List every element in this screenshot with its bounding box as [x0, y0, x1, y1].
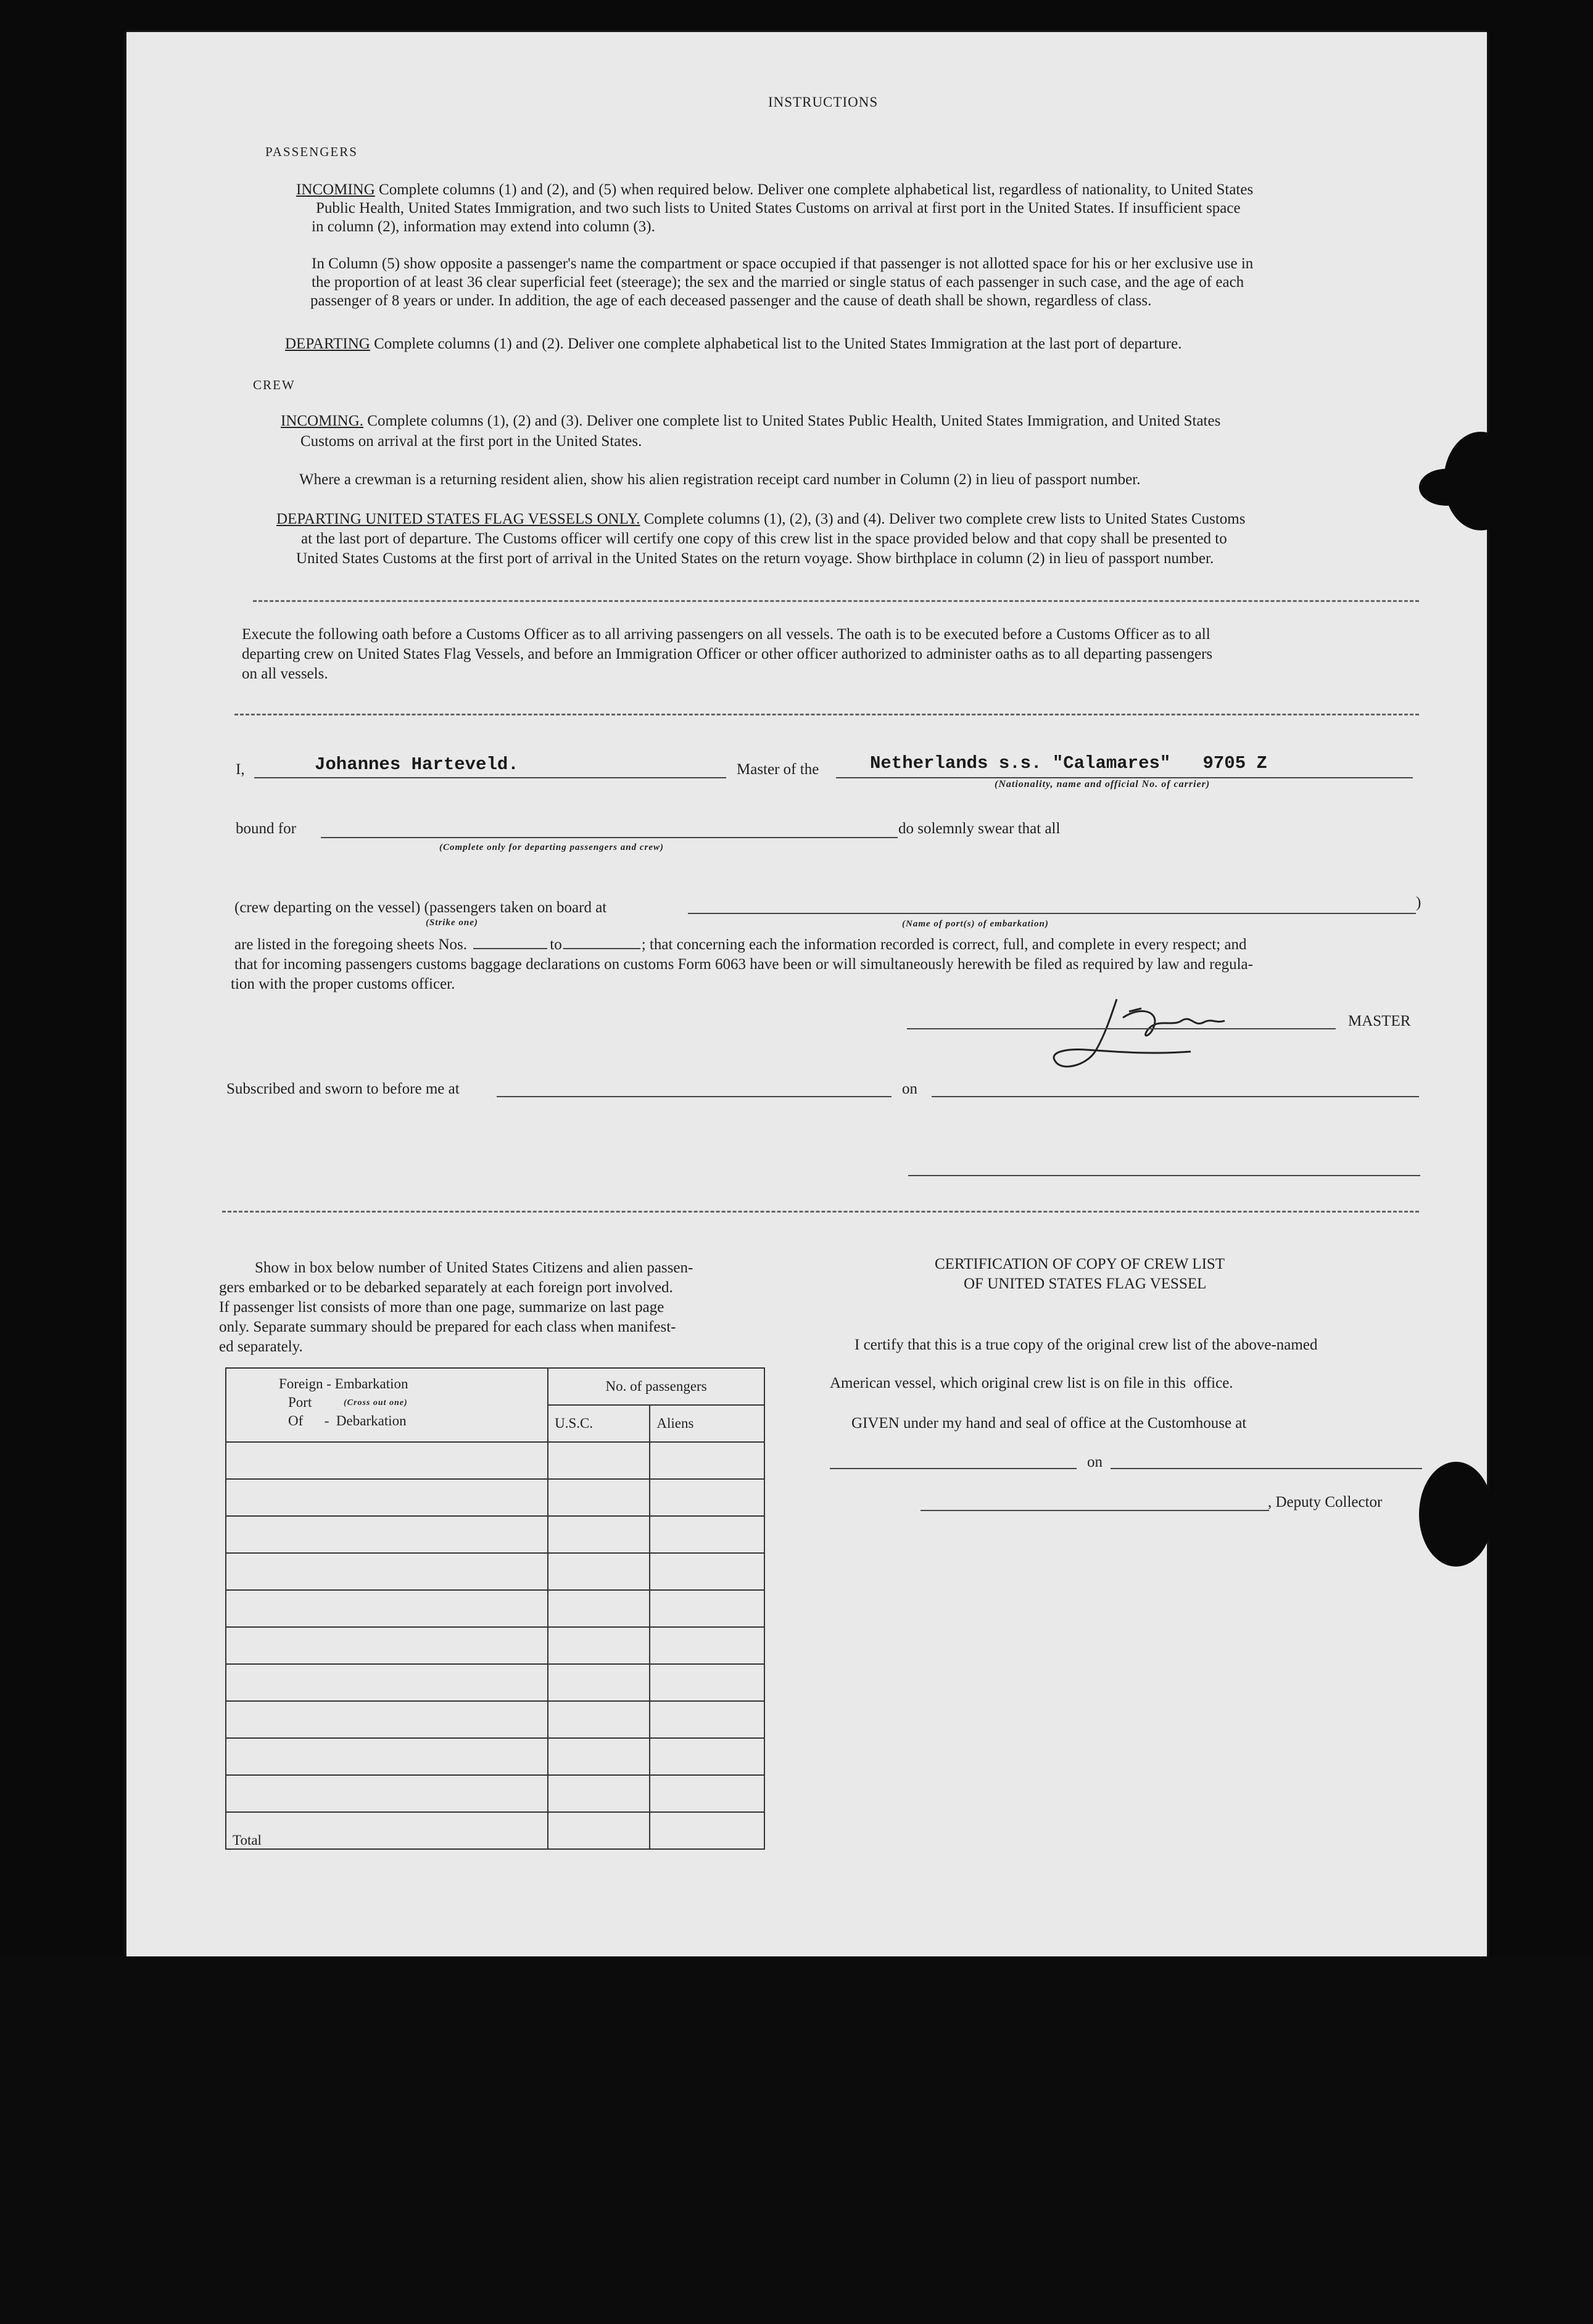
usc-cell[interactable] [548, 1627, 650, 1664]
officer-signature-line [908, 1175, 1420, 1176]
total-label [226, 1812, 548, 1849]
master-name-field[interactable]: Johannes Harteveld. [315, 754, 519, 775]
oath-instruction-line-1: Execute the following oath before a Customs Officer as to all arriving passengers on all vessels. The oath is to be executed before a Customs Officer as to all [242, 626, 1210, 643]
crew-resident-line: Where a crewman is a returning resident alien, show his alien registration receipt card number in Column (2) in lieu of passport number. [299, 471, 1141, 488]
vessel-caption: (Nationality, name and official No. of carrier) [995, 779, 1210, 789]
sheets-to-blank[interactable] [563, 934, 640, 949]
table-row [226, 1738, 764, 1775]
port-cell[interactable] [226, 1738, 548, 1775]
aliens-cell[interactable] [650, 1553, 764, 1590]
incoming-text: Complete columns (1) and (2), and (5) when required below. Deliver one complete alphabetical list, regardless of nationality, to United States [379, 181, 1254, 198]
usc-cell[interactable] [548, 1516, 650, 1553]
crew-incoming-text: Complete columns (1), (2) and (3). Deliver one complete list to United States Public Health, United States Immigration, and United States [367, 413, 1221, 429]
aliens-total-cell[interactable] [650, 1812, 764, 1849]
port-header-cross-caption: (Cross out one) [344, 1398, 408, 1407]
bound-for-label: bound for [236, 820, 296, 837]
sheets-from-blank[interactable] [473, 934, 547, 949]
passengers-incoming-line-1 [296, 180, 1253, 200]
passengers-group-header: No. of passengers [548, 1368, 764, 1405]
aliens-cell[interactable] [650, 1627, 764, 1664]
table-row [226, 1516, 764, 1553]
port-cell[interactable] [226, 1664, 548, 1701]
port-header-cell [226, 1368, 548, 1442]
aliens-cell[interactable] [650, 1664, 764, 1701]
passengers-incoming-line-2: Public Health, United States Immigration, and two such lists to United States Customs on arrival at first port in the United States. If insufficient space [316, 200, 1241, 216]
aliens-cell[interactable] [650, 1442, 764, 1479]
table-row [226, 1627, 764, 1664]
port-cell[interactable] [226, 1553, 548, 1590]
aliens-cell[interactable] [650, 1479, 764, 1516]
master-name-line [254, 777, 726, 778]
subscribed-date-line [932, 1096, 1419, 1097]
certification-on-label: on [1087, 1454, 1103, 1470]
certification-line-3: GIVEN under my hand and seal of office at the Customhouse at [851, 1415, 1247, 1432]
certification-date-line [1111, 1468, 1422, 1469]
crew-departing-text: Complete columns (1), (2), (3) and (4). Deliver two complete crew lists to United States Customs [643, 511, 1246, 527]
crew-incoming-line-2: Customs on arrival at the first port in the United States. [300, 433, 642, 450]
aliens-header: Aliens [650, 1405, 764, 1442]
port-cell[interactable] [226, 1627, 548, 1664]
swear-text: do solemnly swear that all [898, 820, 1061, 837]
summary-instruction-line-2: gers embarked or to be debarked separately at each foreign port involved. [219, 1279, 673, 1296]
aliens-cell[interactable] [650, 1516, 764, 1553]
bound-for-caption: (Complete only for departing passengers and crew) [439, 843, 664, 852]
subscribed-label: Subscribed and sworn to before me at [226, 1081, 460, 1097]
crew-label: CREW [253, 377, 296, 392]
port-header-debarkation: Of - Debarkation [288, 1413, 407, 1428]
summary-instruction-line-3: If passenger list consists of more than one page, summarize on last page [219, 1299, 664, 1316]
usc-header: U.S.C. [548, 1405, 650, 1442]
summary-instruction-line-4: only. Separate summary should be prepared for each class when manifest- [219, 1319, 676, 1335]
crew-departing-line-1 [276, 509, 1245, 529]
oath-instruction-line-3: on all vessels. [242, 665, 328, 682]
baggage-line-1: that for incoming passengers customs baggage declarations on customs Form 6063 have been or will simultaneously herewith be filed as required by law and regula- [234, 956, 1253, 973]
total-label-text: Total [233, 1832, 262, 1848]
table-row [226, 1664, 764, 1701]
instructions-heading: INSTRUCTIONS [768, 94, 879, 110]
sheets-line [234, 934, 1247, 955]
usc-total-cell[interactable] [548, 1812, 650, 1849]
certification-line-2: American vessel, which original crew list is on file in this office. [830, 1375, 1233, 1391]
crew-incoming-line-1 [281, 411, 1220, 431]
table-header-row [226, 1368, 764, 1405]
baggage-line-2: tion with the proper customs officer. [231, 976, 455, 992]
passengers-departing-line [285, 334, 1181, 354]
sheets-to-label: to [550, 936, 562, 953]
oath-instruction-line-2: departing crew on United States Flag Vessels, and before an Immigration Officer or other officer authorized to administer oaths as to all departing passengers [242, 646, 1213, 662]
aliens-cell[interactable] [650, 1701, 764, 1738]
separator-dashed [253, 600, 1419, 602]
certification-line-1: I certify that this is a true copy of the original crew list of the above-named [854, 1337, 1318, 1353]
port-cell[interactable] [226, 1516, 548, 1553]
port-caption: (Name of port(s) of embarkation) [902, 919, 1049, 929]
usc-cell[interactable] [548, 1664, 650, 1701]
aliens-cell[interactable] [650, 1738, 764, 1775]
table-row [226, 1442, 764, 1479]
usc-cell[interactable] [548, 1701, 650, 1738]
port-cell[interactable] [226, 1590, 548, 1627]
separator-dashed [234, 714, 1419, 715]
column5-line-1: In Column (5) show opposite a passenger's name the compartment or space occupied if that passenger is not allotted space for his or her exclusive use in [312, 255, 1254, 272]
sheets-statement: ; that concerning each the information recorded is correct, full, and complete in every respect; and [641, 936, 1247, 953]
strike-one-caption: (Strike one) [426, 918, 478, 928]
certification-title-line-2: OF UNITED STATES FLAG VESSEL [964, 1275, 1207, 1292]
aliens-cell[interactable] [650, 1775, 764, 1812]
usc-cell[interactable] [548, 1442, 650, 1479]
departing-text: Complete columns (1) and (2). Deliver one complete alphabetical list to the United States Immigration at the last port of departure. [374, 336, 1182, 352]
departing-label: DEPARTING [285, 336, 370, 352]
table-row [226, 1775, 764, 1812]
oath-i-label: I, [236, 761, 245, 778]
table-row [226, 1701, 764, 1738]
port-cell[interactable] [226, 1775, 548, 1812]
torn-edge-mark [1419, 1462, 1493, 1567]
embarkation-port-line [688, 913, 1416, 914]
port-header-port: Port [288, 1395, 312, 1410]
certification-title-line-1: CERTIFICATION OF COPY OF CREW LIST [935, 1256, 1225, 1272]
aliens-cell[interactable] [650, 1590, 764, 1627]
usc-cell[interactable] [548, 1479, 650, 1516]
separator-dashed [222, 1211, 1419, 1213]
master-signature [1049, 993, 1259, 1073]
torn-edge-mark [1419, 469, 1475, 506]
master-signature-line [907, 1028, 1336, 1029]
summary-instruction-line-1: Show in box below number of United States Citizens and alien passen- [255, 1259, 693, 1276]
deputy-collector-line [921, 1510, 1269, 1511]
summary-instruction-line-5: ed separately. [219, 1338, 303, 1355]
crew-departing-label: (crew departing on the vessel) (passengers taken on board at [234, 899, 607, 916]
table-total-row [226, 1812, 764, 1849]
crew-incoming-label: INCOMING. [281, 413, 364, 429]
usc-cell[interactable] [548, 1553, 650, 1590]
table-row [226, 1590, 764, 1627]
vessel-field[interactable]: Netherlands s.s. "Calamares" 9705 Z [870, 753, 1267, 773]
port-cell[interactable] [226, 1479, 548, 1516]
column5-line-3: passenger of 8 years or under. In addition, the age of each deceased passenger and the cause of death shall be shown, regardless of class. [310, 292, 1152, 309]
master-label: MASTER [1348, 1013, 1411, 1029]
crew-departing-label: DEPARTING UNITED STATES FLAG VESSELS ONLY. [276, 511, 640, 527]
passengers-label: PASSENGERS [265, 144, 358, 159]
port-header-embarkation: Foreign - Embarkation [279, 1376, 408, 1391]
customhouse-line [830, 1468, 1077, 1469]
scan-background [0, 1956, 1593, 2324]
passengers-incoming-line-3: in column (2), information may extend into column (3). [312, 218, 655, 235]
close-paren: ) [1416, 894, 1421, 911]
usc-cell[interactable] [548, 1738, 650, 1775]
table-row [226, 1479, 764, 1516]
port-cell[interactable] [226, 1442, 548, 1479]
sheets-label: are listed in the foregoing sheets Nos. [234, 936, 467, 953]
usc-cell[interactable] [548, 1590, 650, 1627]
subscribed-place-line [497, 1096, 892, 1097]
passenger-summary-table [225, 1367, 765, 1850]
column5-line-2: the proportion of at least 36 clear superficial feet (steerage); the sex and the married or single status of each passenger in such case, and the age of each [312, 274, 1244, 290]
port-cell[interactable] [226, 1701, 548, 1738]
table-row [226, 1553, 764, 1590]
crew-departing-line-3: United States Customs at the first port of arrival in the United States on the return voyage. Show birthplace in column (2) in lieu of passport number. [296, 550, 1214, 567]
crew-departing-line-2: at the last port of departure. The Customs officer will certify one copy of this crew list in the space provided below and that copy shall be presented to [301, 530, 1227, 547]
deputy-collector-label: , Deputy Collector [1268, 1494, 1383, 1510]
subscribed-on-label: on [902, 1081, 917, 1097]
usc-cell[interactable] [548, 1775, 650, 1812]
incoming-label: INCOMING [296, 181, 375, 198]
master-of-label: Master of the [737, 761, 819, 778]
